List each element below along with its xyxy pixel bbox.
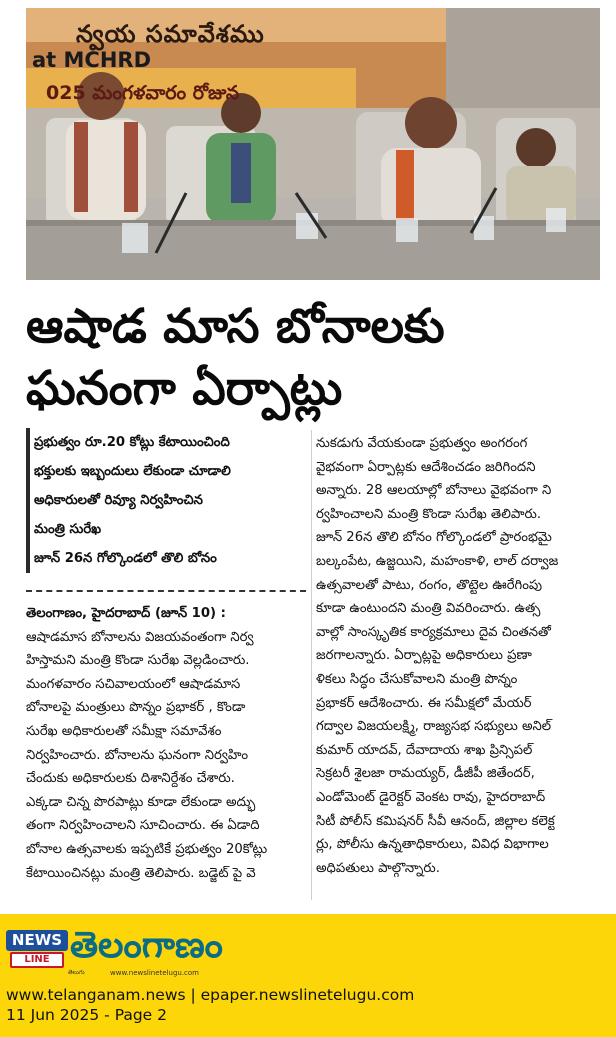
body-line: ళికలు సిద్ధం చేసుకోవాలని మంత్రి పొన్నం — [316, 671, 518, 687]
body-line: వైభవంగా ఏర్పాట్లకు ఆదేశించడం జరిగిందని — [316, 459, 536, 475]
body-line: ప్రభాకర్ ఆదేశించారు. ఈ సమీక్షలో మేయర్ — [316, 695, 532, 711]
body-line: ఉత్సవాలతో పాటు, రంగం, తొట్టెల ఊరేగింపు — [316, 577, 543, 593]
highlight-item: జూన్ 26న గోల్కొండలో తొలి బోనం — [34, 551, 217, 566]
body-line: అధిపతులు పాల్గొన్నారు. — [316, 860, 440, 876]
body-line: హిస్తామని మంత్రి కొండా సురేఖ వెల్లడించారు. — [26, 653, 250, 669]
body-line: బోనాలపై మంత్రులు పొన్నం ప్రభాకర్ , కొండా — [26, 700, 246, 716]
newsline-logo-news: NEWS — [6, 930, 68, 951]
body-line: ఎండోమెంట్ డైరెక్టర్ వెంకట రావు, హైదరాబాద్ — [316, 789, 546, 805]
body-line: అన్నారు. 28 ఆలయాల్లో బోనాలు వైభవంగా ని — [316, 483, 552, 499]
telanganam-logo[interactable]: తెలంగాణం — [70, 925, 223, 966]
body-line: సెక్రటరీ శైలజా రామయ్యర్, డీజీపీ జితేందర్, — [316, 766, 535, 782]
highlight-item: అధికారులతో రివ్యూ నిర్వహించిన — [34, 493, 203, 508]
article-column-left — [26, 602, 311, 885]
body-line: మంగళవారం సచివాలయంలో ఆషాడమాస — [26, 676, 241, 692]
highlight-item: మంత్రి సురేఖ — [34, 522, 102, 537]
article-column-right — [316, 432, 604, 880]
body-line: కుమార్ యాదవ్, దేవాదాయ శాఖ ప్రిన్సిపల్ — [316, 742, 533, 758]
body-line: తంగా నిర్వహించాలని సూచించారు. ఈ ఏడాది — [26, 818, 260, 834]
logo-tagline: తెలుగు — [68, 969, 85, 976]
headline-line-2: ఘనంగా ఏర్పాట్లు — [26, 361, 343, 416]
body-line: సురేఖ అధికారులతో సమీక్షా సమావేశం — [26, 723, 222, 739]
footer-sites-link[interactable]: www.telanganam.news | epaper.newslinetelugu.com — [6, 986, 415, 1004]
newsline-logo[interactable] — [6, 930, 68, 970]
banner-text-line-1: న్వయ సమావేశము — [76, 20, 265, 48]
body-line: జూన్ 26న తొలి బోనం గోల్కొండలో ప్రారంభమై — [316, 530, 552, 546]
headline-line-1: ఆషాడ మాస బోనాలకు — [26, 299, 445, 354]
body-line: ర్వహించాలని మంత్రి కొండా సురేఖ తెలిపారు. — [316, 506, 542, 522]
body-line: ఎక్కడా చిన్న పొరపాట్లు కూడా లేకుండా అద్భు — [26, 794, 256, 810]
body-line: ఆషాడమాస బోనాలను విజయవంతంగా నిర్వ — [26, 629, 254, 645]
article-headline — [26, 296, 600, 420]
dateline: తెలంగాణం, హైదరాబాద్ (జూన్ 10) : — [26, 606, 226, 621]
newsline-logo-line: LINE — [10, 952, 64, 968]
meeting-photo — [26, 8, 600, 280]
column-divider — [311, 430, 312, 900]
body-line: నుకడుగు వేయకుండా ప్రభుత్వం అంగరంగ — [316, 436, 528, 451]
highlights-separator — [26, 590, 306, 592]
body-line: సిటీ పోలీస్ కమిషనర్ సీవీ ఆనంద్, జిల్లాల కలెక్ట — [316, 813, 555, 829]
footer-bar — [0, 914, 616, 1037]
highlight-item: భక్తులకు ఇబ్బందులు లేకుండా చూడాలి — [34, 464, 231, 479]
body-line: ర్లు, పోలీసు ఉన్నతాధికారులు, వివిధ విభాగాల — [316, 837, 549, 853]
body-line: గద్వాల విజయలక్ష్మి, రాజ్యసభ సభ్యులు అనిల్ — [316, 719, 552, 735]
highlight-item: ప్రభుత్వం రూ.20 కోట్లు కేటాయించింది — [34, 435, 230, 450]
body-line: జరగాలన్నారు. ఏర్పాట్లపై అధికారులు ప్రణా — [316, 648, 532, 664]
logo-site-url: www.newslinetelugu.com — [110, 969, 199, 977]
body-line: బోనాల ఉత్సవాలకు ఇప్పటికే ప్రభుత్వం 20కోట్లు — [26, 841, 268, 857]
banner-text-line-2: at MCHRD — [32, 48, 152, 72]
body-line: కేటాయించినట్లు మంత్రి తెలిపారు. బడ్జెట్ పై వె — [26, 865, 256, 881]
banner-text-line-3: 025 మంగళవారం రోజున — [46, 82, 240, 104]
footer-date-page: 11 Jun 2025 - Page 2 — [6, 1006, 168, 1024]
body-line: చేందుకు అధికారులకు దిశానిర్దేశం చేశారు. — [26, 771, 235, 787]
body-line: బల్కంపేట, ఉజ్జయిని, మహంకాళి, లాల్ దర్వాజ — [316, 553, 559, 569]
body-line: వాల్లో సాంస్కృతిక కార్యక్రమాలు దైవ చింతనతో — [316, 624, 551, 640]
highlights-box — [26, 428, 306, 573]
body-line: నిర్వహించారు. బోనాలను ఘనంగా నిర్వహిం — [26, 747, 249, 763]
body-line: కూడా ఉంటుందని మంత్రి వివరించారు. ఉత్స — [316, 601, 541, 617]
